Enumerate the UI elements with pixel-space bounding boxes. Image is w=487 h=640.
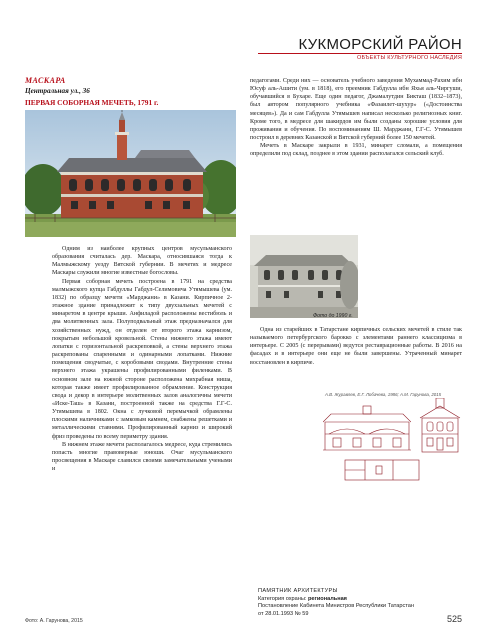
- section-drawing: [323, 404, 411, 454]
- facade-drawing: [418, 398, 462, 454]
- section-title: КУКМОРСКИЙ РАЙОН: [298, 36, 462, 53]
- paragraph: Одна из старейших в Татарстане кирпичных сельских мечетей в стиле так называемого петербургского барокко с элементами раннего классицизма в интерьере. С 2005 (с перерывами) ведутся реставрационные работы. В 2016 на фасадах и в интерьере они еще не были завершены. Утраченный минарет восстановлен в кирпиче.: [250, 327, 462, 366]
- paragraph: Мечеть в Маскаре закрыли в 1931, минарет сломали, а помещения определили под склад, позднее в этом здании располагался сельский клуб.: [250, 143, 462, 158]
- paragraph: В нижнем этаже мечети располагалось медресе, куда стремились попасть многие правоверные юноши. Очаг мусульманского просвещения в Маскаре славился своими замечательными учеными и: [52, 441, 232, 473]
- monument-category-value: региональная: [308, 595, 347, 602]
- entry-place: МАСКАРА: [25, 76, 66, 85]
- section-drawing-lines: [323, 404, 411, 454]
- paragraph: педагогами. Среди них — основатель учебного заведения Мухаммад-Рахим ибн Юсуф аль-Ашити (ум. в 1818), его преемник Габдулла ибн Яхья аль-Чиргуши, обучавшийся в Бухаре. Еще один педагог, Джамалутдин Бикташ (1832–1873), был автором популярного учебника «Фазаилет-шухур» («Достоинства месяцев»). Да и сам Габдулла Утямышев написал несколько религиозных книг. Кроме того, в медресе для шакирдов им были созданы хорошие условия для проживания и обучения. По воспоминаниям Ш. Марджани, Г.Г-С. Утямышев построил в деревнях Казанской и Вятской губерний более 150 мечетей.: [250, 78, 462, 142]
- monument-category-label: Категория охраны:: [258, 595, 307, 602]
- historic-photo: [250, 235, 358, 318]
- historic-photo-illustration: [250, 235, 358, 318]
- mosque-photo-illustration: [25, 110, 236, 237]
- monument-decree-date: от 28.01.1993 № 59: [258, 610, 309, 617]
- left-column-text: [52, 245, 232, 473]
- monument-category: [258, 596, 458, 604]
- facade-drawing-lines: [418, 398, 462, 454]
- drawing-credit: А.В. Журавлев, Е.Г. Лобачева, 1986; А.М. Гарунова, 2015: [325, 392, 442, 397]
- paragraph: Первая соборная мечеть построена в 1791 на средства малмыжского купца Габдуллы Габдул-Селимовича Утямышева (ум. 1832) по образцу мечети «Марджани» в Казани. Кирпичное 2-этажное здание принадлежит к типу двухзальных мечетей с минаретом в центре крыши. Анфиладой расположены вестибюль и два молитвенных зала. Полуподвальный этаж предназначался для хозяйственных нужд, он отделен от второго этажа карнизом, покрытым небольшой кровельной. Стены нижнего этажа имеют лопатки с горизонтальной раскреповкой, а стены верхнего этажа раскрепованы спаренными и одинарными лопатками. Нижние помещения сводчатые, с коробовыми сводами. Внутренние стены верхнего этажа украшены профилированными филенками. В основном зале на южной стороне расположена михрабная ниша, которая также имеет профилированное обрамление. Конструкция свода и декор в интерьере молитвенных залов аналогичны мечети «Иске-Таш» в Казани, построенной также на средства Г.Г-С. Утямышева в 1802. Окна с лучковой перемычкой обрамлены плоскими наличниками с замковым камнем, снабжены решетками и металлическими ставнями. Профилированный карниз и широкий фриз проведены по всему периметру здания.: [52, 278, 232, 440]
- right-column-bottom-text: [250, 326, 462, 367]
- monument-decree: Постановление Кабинета Министров Республики Татарстан: [258, 603, 414, 609]
- monument-heading: ПАМЯТНИК АРХИТЕКТУРЫ: [258, 588, 338, 594]
- header-rule: [258, 53, 462, 54]
- floor-plan-drawing: [343, 458, 421, 482]
- monument-info: [258, 588, 458, 618]
- photo-credit: Фото: А. Гарунова, 2015: [25, 618, 83, 624]
- mosque-photo: [25, 110, 236, 237]
- right-column-top-text: [250, 77, 462, 159]
- floor-plan-lines: [343, 458, 421, 482]
- historic-photo-caption: Фото до 1990 г.: [313, 313, 353, 319]
- page-number: 525: [446, 614, 462, 624]
- entry-address: Центральная ул., 36: [25, 87, 90, 95]
- section-subtitle: ОБЪЕКТЫ КУЛЬТУРНОГО НАСЛЕДИЯ: [356, 55, 462, 61]
- paragraph: Одним из наиболее крупных центров мусульманского образования считалась дер. Маскара, относившаяся тогда к Малмыжскому уезду Вятской губернии. В мечетях и медресе Маскары служили многие известные богословы.: [52, 246, 232, 277]
- entry-title: ПЕРВАЯ СОБОРНАЯ МЕЧЕТЬ, 1791 г.: [25, 98, 159, 107]
